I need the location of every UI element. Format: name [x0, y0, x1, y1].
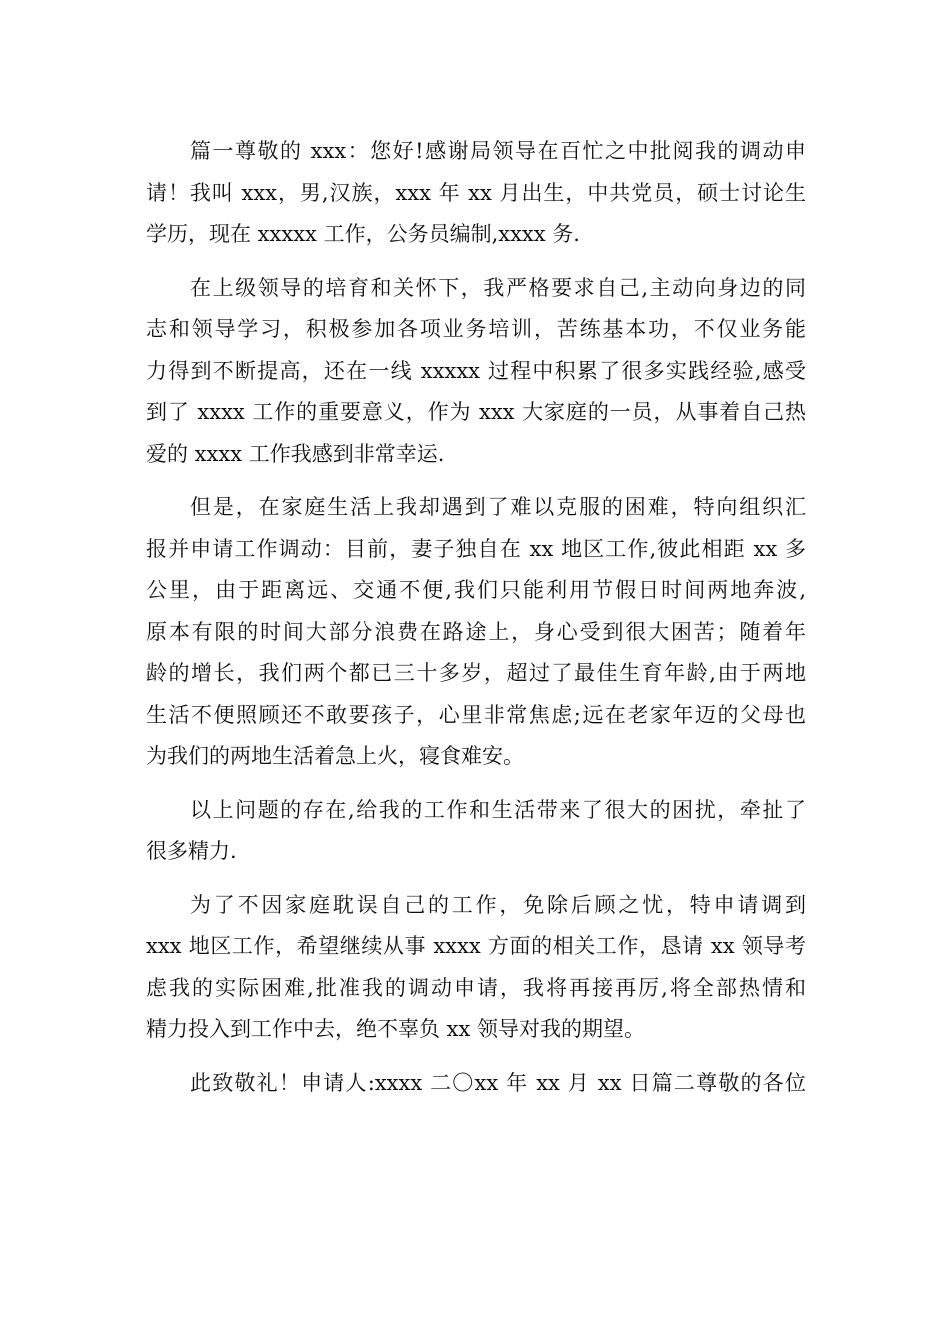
text-line: 龄的增长，我们两个都已三十多岁，超过了最佳生育年龄,由于两地: [146, 661, 806, 685]
text-line: 原本有限的时间大部分浪费在路途上，身心受到很大困苦；随着年: [146, 619, 806, 644]
paragraph-6: [146, 1063, 806, 1105]
paragraph-gap: [146, 778, 806, 790]
paragraph-4: [146, 790, 806, 873]
text-line: 在上级领导的培育和关怀下，我严格要求自己,主动向身边的同: [190, 275, 806, 300]
text-line: 请！我叫 xxx，男,汉族，xxx 年 xx 月出生，中共党员，硕士讨论生: [146, 180, 806, 205]
text-line: 虑我的实际困难,批准我的调动申请，我将再接再厉,将全部热情和: [146, 975, 806, 1000]
paragraph-3: [146, 487, 806, 778]
paragraph-1: [146, 131, 806, 256]
paragraph-gap: [146, 1051, 806, 1063]
text-line: xxx 地区工作，希望继续从事 xxxx 方面的相关工作，恳请 xx 领导考: [146, 934, 806, 958]
text-line: 爱的 xxxx 工作我感到非常幸运.: [146, 441, 445, 466]
paragraph-2: [146, 268, 806, 476]
document-body: [146, 131, 806, 1104]
text-line: 生活不便照顾还不敢要孩子，心里非常焦虑;远在老家年迈的父母也: [146, 702, 806, 727]
text-line: 但是，在家庭生活上我却遇到了难以克服的困难，特向组织汇: [190, 495, 806, 519]
text-line: 学历，现在 xxxxx 工作，公务员编制,xxxx 务.: [146, 222, 580, 246]
text-line: 报并申请工作调动：目前，妻子独自在 xx 地区工作,彼此相距 xx 多: [146, 536, 806, 561]
text-line: 为我们的两地生活着急上火，寝食难安。: [146, 744, 524, 768]
text-line: 很多精力.: [146, 839, 237, 863]
paragraph-5: [146, 885, 806, 1051]
text-line: 精力投入到工作中去，绝不辜负 xx 领导对我的期望。: [146, 1017, 646, 1041]
text-line: 公里，由于距离远、交通不便,我们只能利用节假日时间两地奔波,: [146, 578, 806, 602]
text-line: 为了不因家庭耽误自己的工作，免除后顾之忧，特申请调到: [190, 892, 806, 917]
text-line: 篇一尊敬的 xxx：您好!感谢局领导在百忙之中批阅我的调动申: [190, 139, 806, 163]
text-line: 力得到不断提高，还在一线 xxxxx 过程中积累了很多实践经验,感受: [146, 358, 806, 383]
text-line: 此致敬礼！申请人:xxxx 二〇xx 年 xx 月 xx 日篇二尊敬的各位: [190, 1070, 806, 1095]
paragraph-gap: [146, 475, 806, 487]
text-line: 到了 xxxx 工作的重要意义，作为 xxx 大家庭的一员，从事着自己热: [146, 400, 806, 424]
paragraph-gap: [146, 873, 806, 885]
text-line: 志和领导学习，积极参加各项业务培训，苦练基本功，不仅业务能: [146, 317, 806, 341]
text-line: 以上问题的存在,给我的工作和生活带来了很大的困扰，牵扯了: [190, 797, 806, 822]
paragraph-gap: [146, 256, 806, 268]
